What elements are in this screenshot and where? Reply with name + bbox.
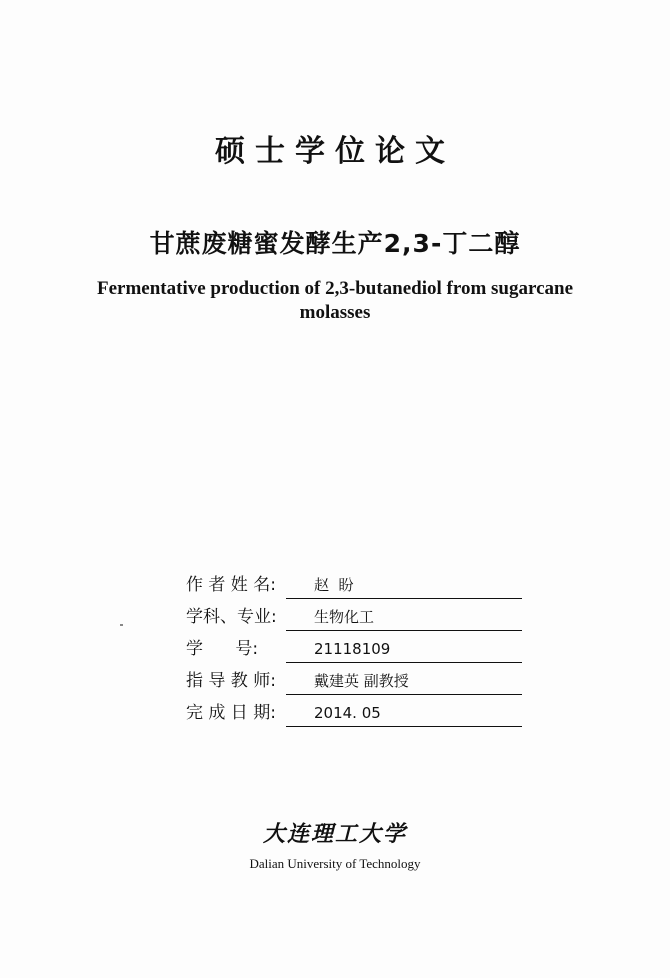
info-row-advisor bbox=[186, 663, 526, 695]
info-row-date bbox=[186, 695, 526, 727]
info-row-author bbox=[186, 567, 526, 599]
student-id-label: 学 号: bbox=[186, 639, 259, 659]
advisor-label: 指 导 教 师: bbox=[186, 671, 276, 691]
major-value: 生物化工 bbox=[286, 607, 522, 631]
degree-title: 硕士学位论文 bbox=[215, 134, 455, 169]
author-value: 赵 盼 bbox=[286, 575, 522, 599]
thesis-title-en: Fermentative production of 2,3-butanediol from sugarcane molasses bbox=[96, 278, 574, 323]
author-label: 作 者 姓 名: bbox=[186, 575, 276, 595]
scan-speck bbox=[120, 624, 123, 626]
info-row-major bbox=[186, 599, 526, 631]
thesis-info-table bbox=[186, 567, 526, 727]
student-id-value: 21118109 bbox=[286, 639, 522, 663]
date-value: 2014. 05 bbox=[286, 703, 522, 727]
major-label: 学科、专业: bbox=[186, 607, 277, 627]
date-label: 完 成 日 期: bbox=[186, 703, 276, 723]
thesis-title-cn: 甘蔗废糖蜜发酵生产2,3-丁二醇 bbox=[149, 229, 521, 258]
university-name-cn: 大连理工大学 bbox=[262, 821, 407, 847]
advisor-value: 戴建英 副教授 bbox=[286, 671, 522, 695]
info-row-student-id bbox=[186, 631, 526, 663]
university-name-en: Dalian University of Technology bbox=[249, 856, 421, 871]
